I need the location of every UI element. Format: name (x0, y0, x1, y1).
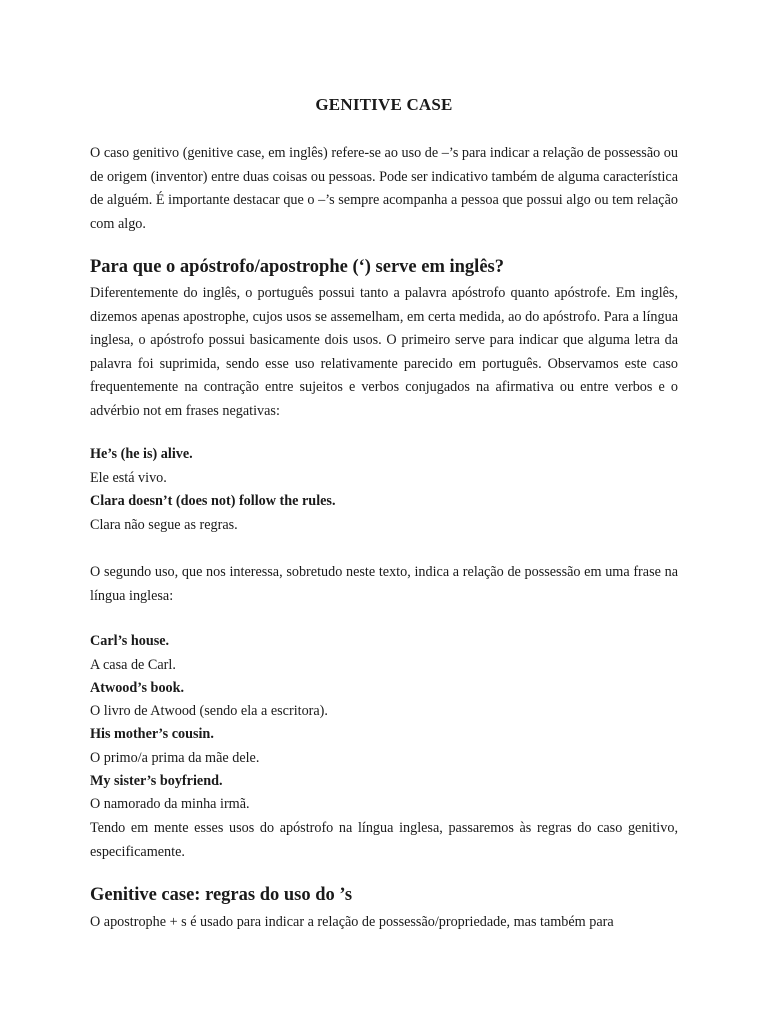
example-pt: O livro de Atwood (sendo ela a escritora). (90, 703, 328, 719)
intro-paragraph: O caso genitivo (genitive case, em inglês) refere-se ao uso de –’s para indicar a relação de possessão ou de origem (inventor) entre duas coisas ou pessoas. Pode ser indicativo também de alguma característica de alguém. É importante destacar que o –’s sempre acompanha a pessoa que possui algo ou tem relação com algo. (90, 145, 678, 232)
page-title: GENITIVE CASE (315, 95, 453, 114)
apostrophe-paragraph: Diferentemente do inglês, o português possui tanto a palavra apóstrofo quanto apóstrofe. Em inglês, dizemos apenas apostrophe, cujos usos se assemelham, em certa medida, ao do apóstrofo. Para a língua inglesa, o apóstrofo possui basicamente dois usos. O primeiro serve para indicar que alguma letra da palavra foi suprimida, sendo esse uso relativamente parecido em português. Observamos este caso frequentemente na contração entre sujeitos e verbos conjugados na afirmativa ou entre verbos e o advérbio not em frases negativas: (90, 285, 678, 419)
example-pt: Ele está vivo. (90, 470, 167, 486)
example-pt: A casa de Carl. (90, 657, 176, 673)
example-pt: O primo/a prima da mãe dele. (90, 750, 260, 766)
genitive-rules-paragraph: O apostrophe + s é usado para indicar a relação de possessão/propriedade, mas também para (90, 914, 614, 930)
example-pt: O namorado da minha irmã. (90, 796, 250, 812)
example-en: Clara doesn’t (does not) follow the rules. (90, 493, 336, 509)
possession-paragraph: O segundo uso, que nos interessa, sobretudo neste texto, indica a relação de possessão em uma frase na língua inglesa: (90, 564, 678, 604)
example-pt: Clara não segue as regras. (90, 517, 238, 533)
example-en: Carl’s house. (90, 633, 170, 649)
example-en: His mother’s cousin. (90, 726, 214, 742)
section-heading-apostrophe: Para que o apóstrofo/apostrophe (‘) serve em inglês? (90, 257, 504, 277)
example-en: He’s (he is) alive. (90, 446, 193, 462)
section-heading-genitive-rules: Genitive case: regras do uso do ’s (90, 885, 353, 905)
transition-paragraph: Tendo em mente esses usos do apóstrofo na língua inglesa, passaremos às regras do caso genitivo, especificamente. (90, 820, 678, 860)
example-en: My sister’s boyfriend. (90, 773, 223, 789)
example-en: Atwood’s book. (90, 680, 185, 696)
